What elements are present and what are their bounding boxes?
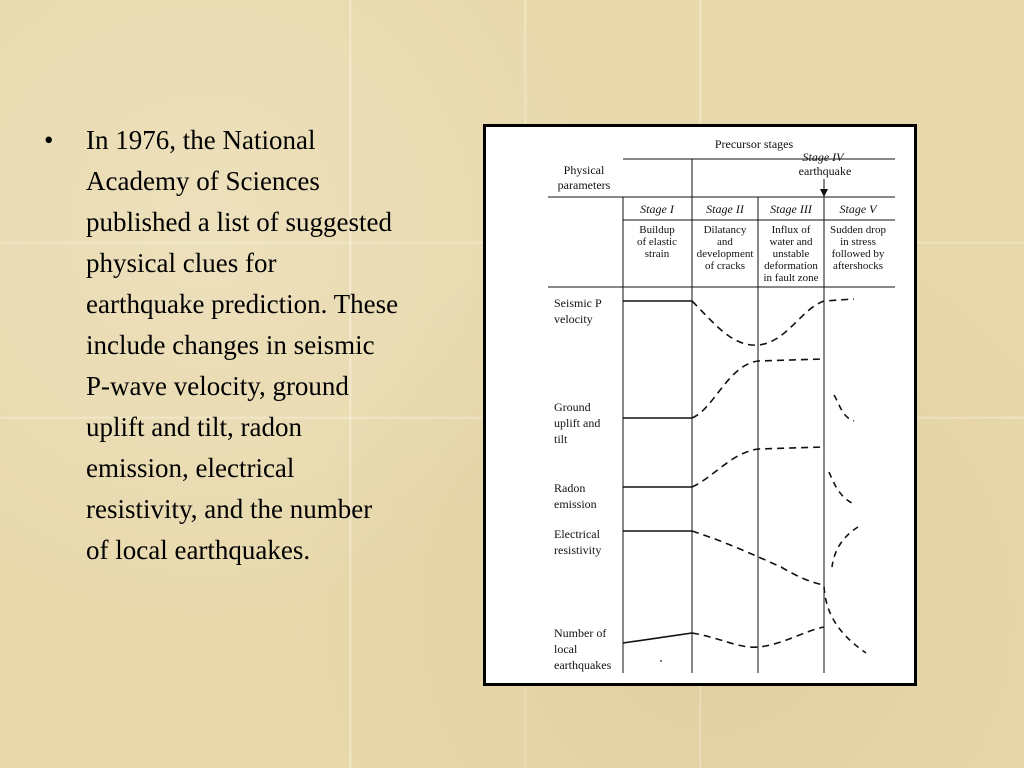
precursor-diagram-svg (486, 127, 914, 683)
stage5-desc-line3: followed by (831, 248, 885, 260)
header-precursor-stages: Precursor stages (714, 137, 794, 151)
stage3-desc-line5: in fault zone (763, 272, 819, 284)
stage1-desc-line2: of elastic (636, 236, 678, 248)
stage5-desc-line1: Sudden drop (830, 224, 886, 236)
bullet-point (40, 120, 400, 571)
stage2-desc-line2: and (717, 236, 733, 248)
precursor-diagram (483, 124, 917, 686)
stage1-desc-line3: strain (644, 248, 670, 260)
earthquake-arrow-head (820, 189, 828, 197)
stage2-desc-line4: of cracks (704, 260, 746, 272)
header-physical-line1: Physical (563, 163, 605, 177)
curve-radon-stage5 (829, 472, 856, 505)
param-p-velocity-line2: velocity (554, 312, 593, 326)
curve-p-velocity-dashed (692, 299, 854, 345)
stage3-desc-line4: deformation (764, 260, 818, 272)
stage2-label: Stage II (706, 202, 744, 216)
stage3-desc-line1: Influx of (771, 224, 811, 236)
param-quakes-line1: Number of (554, 626, 607, 640)
stage1-desc-line1: Buildup (639, 224, 675, 236)
stage5-desc-line4: aftershocks (832, 260, 884, 272)
stage3-label: Stage III (770, 202, 812, 216)
curve-resistivity-stage5 (832, 527, 858, 567)
param-radon-line1: Radon (554, 481, 586, 495)
param-radon-line2: emission (554, 497, 597, 511)
stage3-desc-line3: unstable (772, 248, 810, 260)
param-quakes-line2: local (554, 642, 578, 656)
param-quakes-line3: earthquakes (554, 658, 612, 672)
param-uplift-line2: uplift and (554, 416, 601, 430)
stage3-desc-line2: water and (769, 236, 813, 248)
curve-quakes-solid (623, 633, 692, 643)
header-physical-line2: parameters (557, 178, 611, 192)
param-p-velocity-line1: Seismic P (554, 296, 602, 310)
bullet-text: In 1976, the National Academy of Sciences published a list of suggested physical clues for earthquake prediction. These include changes in seismic P-wave velocity, ground uplift and tilt, radon emission, electrical resistivity, and the number of local earthquakes. (86, 125, 399, 565)
param-resistivity-line2: resistivity (554, 543, 602, 557)
bullet-dot: • (44, 125, 54, 155)
curve-uplift-stage5 (834, 395, 854, 421)
stage2-desc-line1: Dilatancy (703, 224, 747, 236)
stage4-label: Stage IV (802, 150, 844, 164)
stage2-desc-line3: development (696, 248, 754, 260)
stage5-desc-line2: in stress (840, 236, 876, 248)
stage1-label: Stage I (640, 202, 674, 216)
stage4-earthquake-label: earthquake (798, 164, 852, 178)
param-uplift-line1: Ground (554, 400, 591, 414)
speck (660, 660, 662, 662)
param-resistivity-line1: Electrical (554, 527, 600, 541)
curve-quakes-stage5 (824, 587, 866, 653)
param-uplift-line3: tilt (554, 432, 568, 446)
stage5-label: Stage V (839, 202, 877, 216)
